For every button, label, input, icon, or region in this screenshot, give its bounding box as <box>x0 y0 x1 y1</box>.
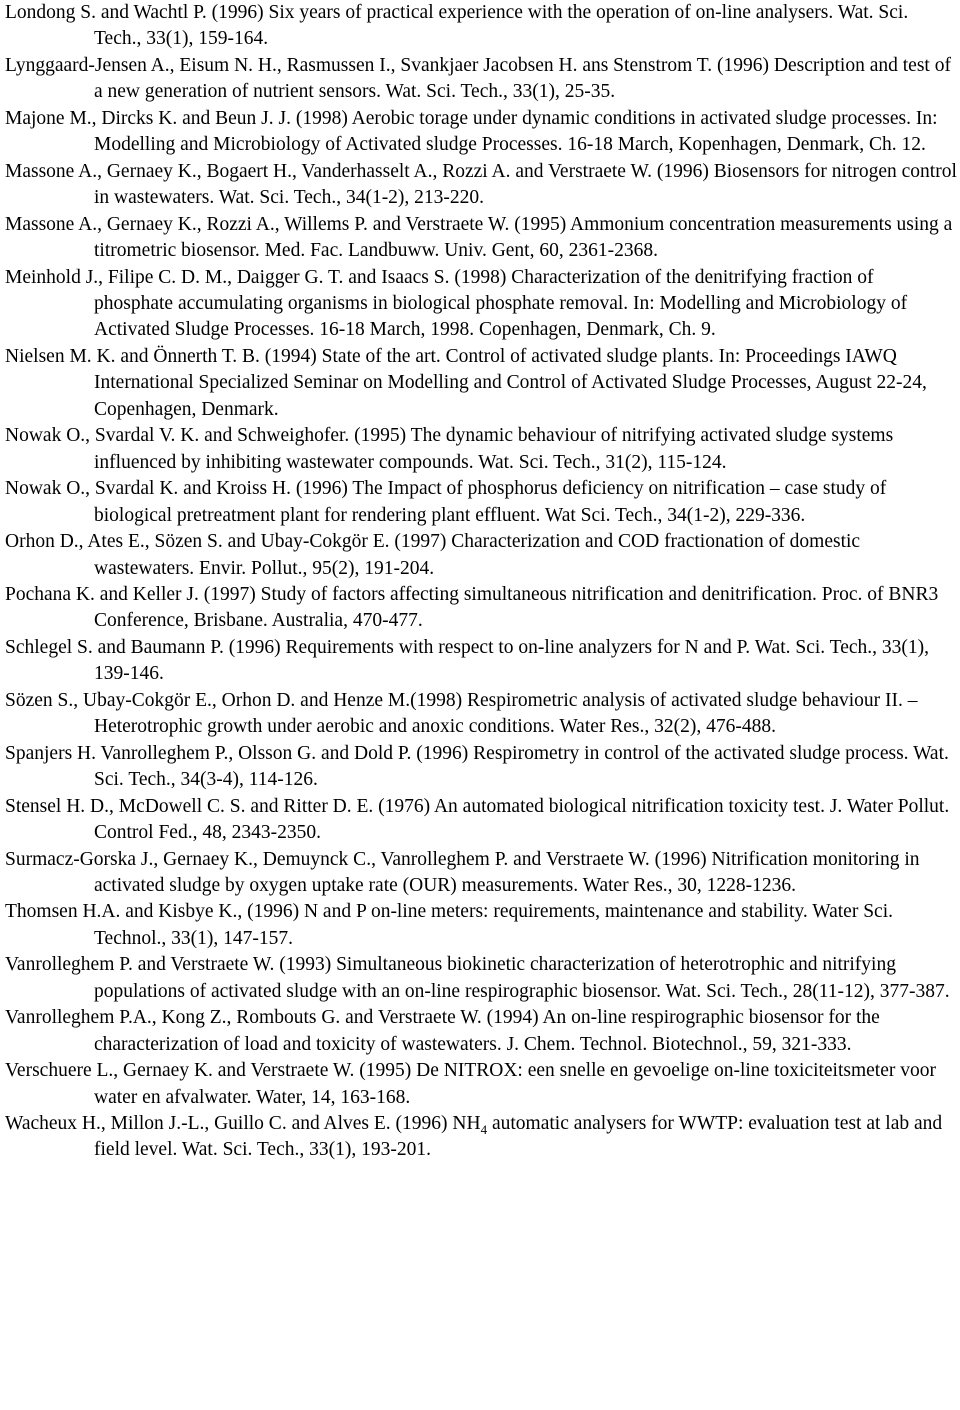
reference-item: Nielsen M. K. and Önnerth T. B. (1994) State of the art. Control of activated sludge plants. In: Proceedings IAWQ International Specialized Seminar on Modelling and Control of Activated Sludge Processes, August 22-24, Copenhagen, Denmark. <box>5 345 927 420</box>
reference-item: Verschuere L., Gernaey K. and Verstraete W. (1995) De NITROX: een snelle en gevoelige on-line toxiciteitsmeter voor water en afvalwater. Water, 14, 163-168. <box>5 1060 936 1108</box>
reference-item: Schlegel S. and Baumann P. (1996) Requirements with respect to on-line analyzers for N and P. Wat. Sci. Tech., 33(1), 139-146. <box>5 636 930 685</box>
reference-text-part: automatic analysers for WWTP: evaluation test at lab and field level. Wat. Sci. Tech., 33(1), 193-201. <box>94 1113 943 1161</box>
reference-item: Vanrolleghem P. and Verstraete W. (1993) Simultaneous biokinetic characterization of heterotrophic and nitrifying populations of activated sludge with an on-line respirographic biosensor. Wat. Sci. Tech., 28(11-12), 377-387. <box>5 954 950 1002</box>
reference-item: Majone M., Dircks K. and Beun J. J. (1998) Aerobic torage under dynamic conditions in activated sludge processes. In: Modelling and Microbiology of Activated sludge Processes. 16-18 March, Kopenhagen, Denmark, Ch. 12. <box>5 107 938 156</box>
reference-item: Sözen S., Ubay-Cokgör E., Orhon D. and Henze M.(1998) Respirometric analysis of activated sludge behaviour II. – Heterotrophic growth under aerobic and anoxic conditions. Water Res., 32(2), 476-488. <box>5 689 918 738</box>
reference-item: Pochana K. and Keller J. (1997) Study of factors affecting simultaneous nitrification and denitrification. Proc. of BNR3 Conference, Brisbane. Australia, 470-477. <box>5 583 939 632</box>
reference-item: Surmacz-Gorska J., Gernaey K., Demuynck C., Vanrolleghem P. and Verstraete W. (1996) Nitrification monitoring in activated sludge by oxygen uptake rate (OUR) measurements. Water Res., 30, 1228-1236. <box>5 848 920 896</box>
reference-item: Massone A., Gernaey K., Bogaert H., Vanderhasselt A., Rozzi A. and Verstraete W. (1996) Biosensors for nitrogen control in wastewaters. Wat. Sci. Tech., 34(1-2), 213-220. <box>5 160 957 209</box>
reference-item: Nowak O., Svardal V. K. and Schweighofer. (1995) The dynamic behaviour of nitrifying activated sludge systems influenced by inhibiting wastewater compounds. Wat. Sci. Tech., 31(2), 115-124. <box>5 425 894 473</box>
reference-item: Londong S. and Wachtl P. (1996) Six years of practical experience with the operation of on-line analysers. Wat. Sci. Tech., 33(1), 159-164. <box>5 2 909 50</box>
reference-item: Meinhold J., Filipe C. D. M., Daigger G. T. and Isaacs S. (1998) Characterization of the denitrifying fraction of phosphate accumulating organisms in biological phosphate removal. In: Modelling and Microbiology of Activated Sludge Processes. 16-18 March, 1998. Copenhagen, Denmark, Ch. 9. <box>5 266 908 341</box>
reference-item-last <box>5 1111 957 1164</box>
reference-item: Spanjers H. Vanrolleghem P., Olsson G. and Dold P. (1996) Respirometry in control of the activated sludge process. Wat. Sci. Tech., 34(3-4), 114-126. <box>5 742 949 791</box>
reference-item: Thomsen H.A. and Kisbye K., (1996) N and P on-line meters: requirements, maintenance and stability. Water Sci. Technol., 33(1), 147-157. <box>5 901 893 949</box>
reference-item: Massone A., Gernaey K., Rozzi A., Willems P. and Verstraete W. (1995) Ammonium concentration measurements using a titrometric biosensor. Med. Fac. Landbuww. Univ. Gent, 60, 2361-2368. <box>5 213 953 262</box>
reference-item: Stensel H. D., McDowell C. S. and Ritter D. E. (1976) An automated biological nitrification toxicity test. J. Water Pollut. Control Fed., 48, 2343-2350. <box>5 795 950 844</box>
reference-list <box>5 0 957 1164</box>
reference-item: Orhon D., Ates E., Sözen S. and Ubay-Cokgör E. (1997) Characterization and COD fractionation of domestic wastewaters. Envir. Pollut., 95(2), 191-204. <box>5 531 861 579</box>
reference-item: Vanrolleghem P.A., Kong Z., Rombouts G. and Verstraete W. (1994) An on-line respirographic biosensor for the characterization of load and toxicity of wastewaters. J. Chem. Technol. Biotechnol., 59, 321-333. <box>5 1007 880 1055</box>
reference-item: Lynggaard-Jensen A., Eisum N. H., Rasmussen I., Svankjaer Jacobsen H. ans Stenstrom T. (1996) Description and test of a new generation of nutrient sensors. Wat. Sci. Tech., 33(1), 25-35. <box>5 54 951 103</box>
subscript-number: 4 <box>480 1121 488 1137</box>
reference-item: Nowak O., Svardal K. and Kroiss H. (1996) The Impact of phosphorus deficiency on nitrification – case study of biological pretreatment plant for rendering plant effluent. Wat Sci. Tech., 34(1-2), 229-336. <box>5 478 887 526</box>
reference-text-part: Wacheux H., Millon J.-L., Guillo C. and Alves E. (1996) NH <box>5 1113 481 1135</box>
